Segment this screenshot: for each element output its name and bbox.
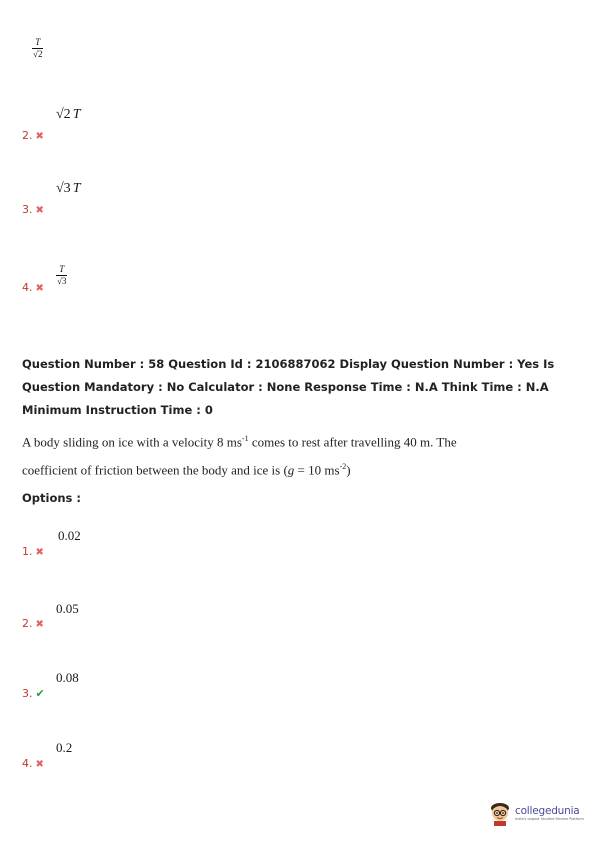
option-3-label bbox=[22, 198, 44, 217]
question-line-2-b: = 10 ms bbox=[294, 462, 340, 478]
question-metadata: Question Number : 58 Question Id : 2106887062 Display Question Number : Yes Is Question Mandatory : No Calculator : None Response Time : N.A Think Time : N.A Minimum Instruction Time : 0 bbox=[22, 357, 555, 417]
mascot-icon bbox=[488, 800, 512, 826]
expression-variable: T bbox=[72, 107, 81, 122]
option-number: 3. bbox=[22, 203, 33, 216]
cross-icon: ✖ bbox=[35, 619, 44, 630]
checkmark-icon: ✔ bbox=[35, 687, 45, 700]
unit-exponent: -1 bbox=[241, 434, 249, 443]
option-3-expression bbox=[56, 181, 80, 197]
unit-exponent: -2 bbox=[339, 462, 347, 472]
options-heading: Options : bbox=[22, 491, 81, 505]
question-line-1-b: comes to rest after travelling 40 m. The bbox=[248, 434, 457, 450]
question-line-2-c: ) bbox=[346, 462, 351, 478]
answer-option-1-value: 0.02 bbox=[58, 528, 81, 543]
option-number: 1. bbox=[22, 545, 33, 558]
question-text bbox=[22, 426, 542, 483]
option-4-label bbox=[22, 276, 44, 295]
fraction-numerator: T bbox=[35, 37, 41, 47]
answer-option-2-value: 0.05 bbox=[56, 601, 79, 616]
fraction-denominator: √2 bbox=[33, 49, 43, 59]
answer-option-4-value: 0.2 bbox=[56, 740, 73, 755]
cross-icon: ✖ bbox=[35, 131, 44, 142]
brand-name: collegedunia bbox=[515, 805, 580, 817]
answer-option-4-label bbox=[22, 752, 44, 771]
question-line-2-a: coefficient of friction between the body and ice is ( bbox=[22, 462, 288, 478]
option-2-expression bbox=[56, 107, 80, 123]
answer-option-3-value: 0.08 bbox=[56, 670, 79, 685]
cross-icon: ✖ bbox=[35, 547, 44, 558]
expression-root: √3 bbox=[56, 181, 71, 196]
gravity-symbol: g bbox=[287, 462, 295, 478]
option-number: 4. bbox=[22, 757, 33, 770]
cross-icon: ✖ bbox=[35, 205, 44, 216]
question-line-1 bbox=[22, 426, 542, 454]
option-fraction-t-over-root2 bbox=[32, 30, 43, 59]
option-4-expression bbox=[56, 257, 67, 286]
option-2-label bbox=[22, 124, 44, 143]
answer-option-1-label bbox=[22, 540, 44, 559]
answer-option-2-label bbox=[22, 612, 44, 631]
answer-option-3-label bbox=[22, 682, 45, 701]
brand-tagline: India's largest Student Review Platform bbox=[515, 817, 584, 821]
option-number: 2. bbox=[22, 129, 33, 142]
question-line-1-a: A body sliding on ice with a velocity 8 ms bbox=[22, 434, 242, 450]
cross-icon: ✖ bbox=[35, 283, 44, 294]
expression-variable: T bbox=[72, 181, 81, 196]
fraction-denominator: √3 bbox=[57, 276, 67, 286]
option-number: 4. bbox=[22, 281, 33, 294]
collegedunia-logo bbox=[488, 800, 584, 826]
cross-icon: ✖ bbox=[35, 759, 44, 770]
option-number: 3. bbox=[22, 687, 33, 700]
option-number: 2. bbox=[22, 617, 33, 630]
expression-root: √2 bbox=[56, 107, 71, 122]
question-line-2 bbox=[22, 454, 542, 482]
fraction-numerator: T bbox=[59, 264, 65, 274]
